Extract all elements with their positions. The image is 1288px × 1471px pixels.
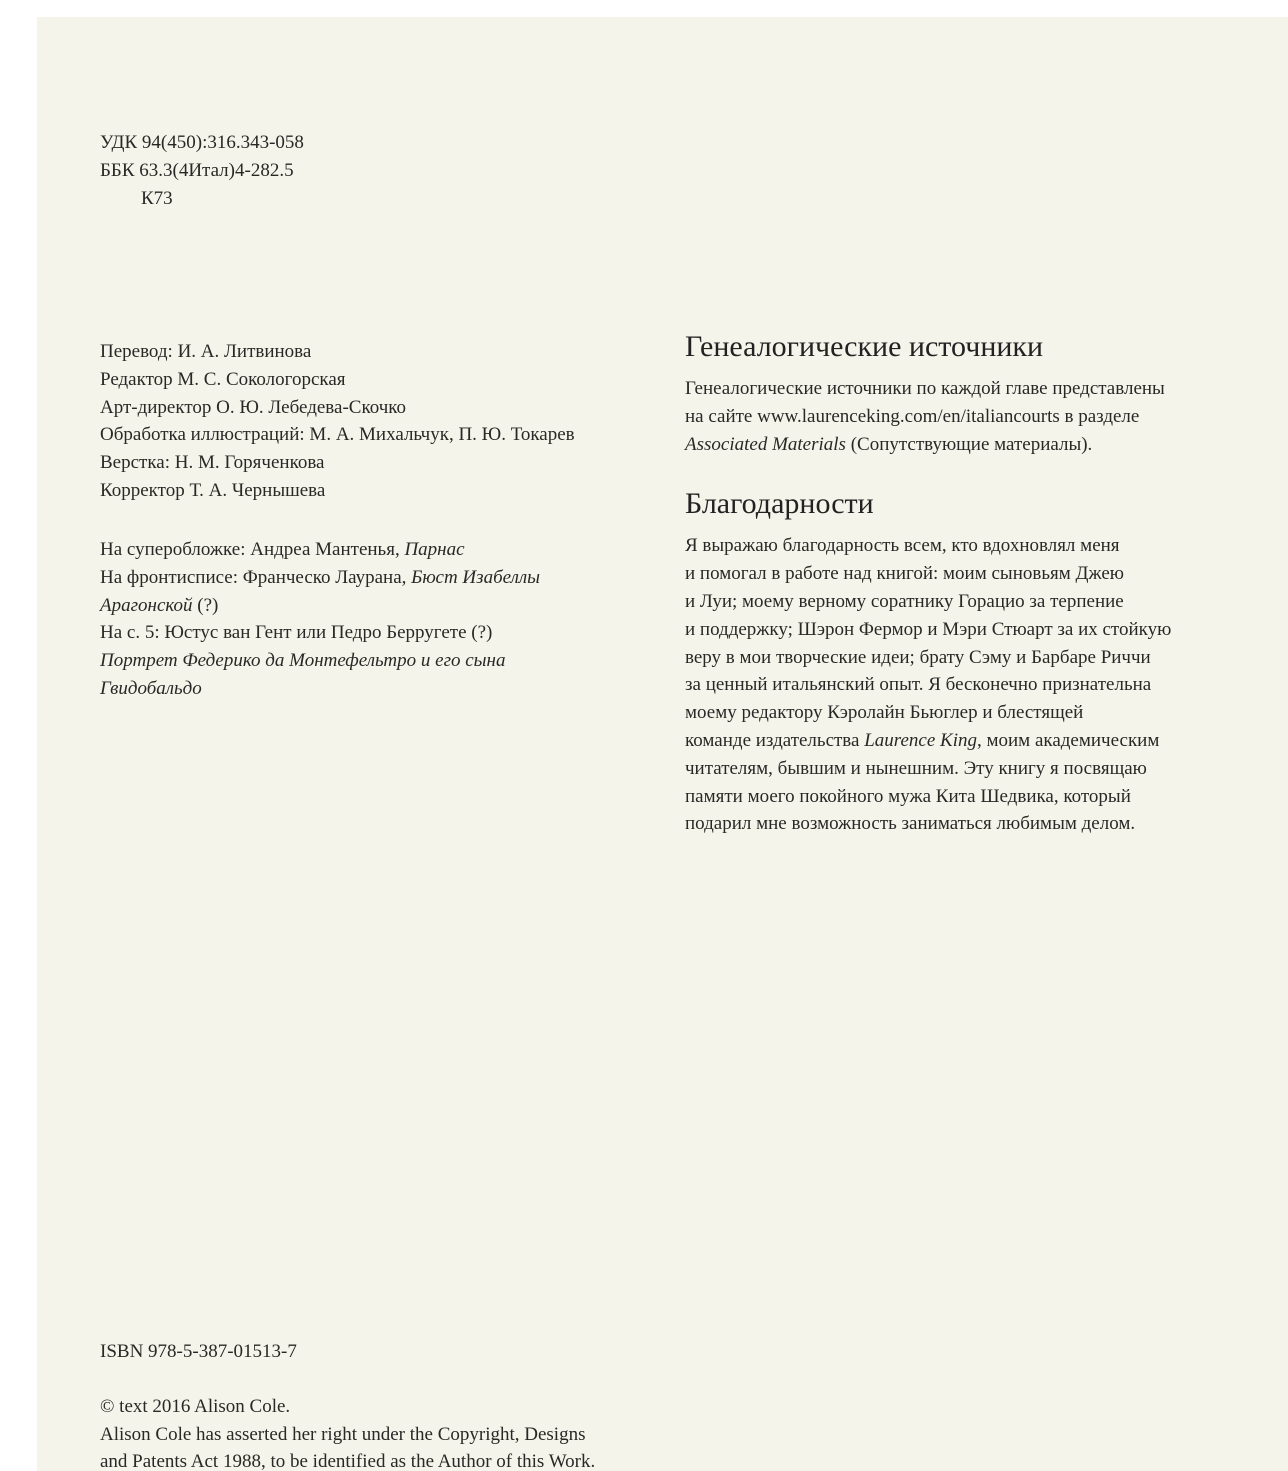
- thanks-heading: Благодарности: [685, 487, 874, 521]
- cover-note-frontispiece: [100, 564, 600, 592]
- isbn: ISBN 978-5-387-01513-7: [100, 1341, 297, 1362]
- rights-statement-cont: and Patents Act 1988, to be identified as the Author of this Work.: [100, 1451, 596, 1471]
- cover-note-page5: На с. 5: Юстус ван Гент или Педро Берругете (?): [100, 622, 493, 644]
- thanks-line: [685, 727, 1205, 755]
- artwork-title: Портрет Федерико да Монтефельтро и его сына: [100, 650, 506, 672]
- genealogy-text: (Сопутствующие материалы).: [845, 433, 1093, 455]
- credit-translator: Перевод: И. А. Литвинова: [100, 341, 312, 362]
- cover-note-dustjacket: [100, 536, 600, 564]
- author-mark: К73: [141, 187, 173, 209]
- cover-note-text: (?): [192, 594, 219, 616]
- udk-code: УДК 94(450):316.343-058: [100, 132, 304, 153]
- section-name: Associated Materials: [685, 433, 846, 455]
- thanks-line: памяти моего покойного мужа Кита Шедвика, который: [685, 785, 1131, 807]
- genealogy-line: [685, 431, 1205, 459]
- credit-editor: Редактор М. С. Сокологорская: [100, 368, 346, 390]
- cover-note-text: На фронтисписе: Франческо Лаурана,: [100, 566, 412, 588]
- credit-art-director: Арт-директор О. Ю. Лебедева-Скочко: [100, 396, 407, 418]
- cover-note-portrait: [100, 647, 600, 675]
- thanks-line: читателям, бывшим и нынешним. Эту книгу я посвящаю: [685, 757, 1147, 779]
- publisher-name: Laurence King: [864, 729, 977, 751]
- genealogy-heading: Генеалогические источники: [685, 330, 1044, 363]
- thanks-text: команде издательства: [685, 729, 865, 751]
- thanks-text: , моим академическим: [976, 729, 1160, 751]
- thanks-line: Я выражаю благодарность всем, кто вдохновлял меня: [685, 535, 1120, 557]
- thanks-line: и помогал в работе над книгой: моим сыновьям Джею: [685, 563, 1124, 585]
- thanks-line: и Луи; моему верному соратнику Горацио за терпение: [685, 590, 1124, 612]
- thanks-line: веру в мои творческие идеи; брату Сэму и Барбаре Риччи: [685, 646, 1151, 668]
- thanks-paragraph: [685, 532, 1205, 838]
- thanks-line: за ценный итальянский опыт. Я бесконечно признательна: [685, 674, 1152, 696]
- right-column: [685, 329, 1205, 866]
- artwork-title: Парнас: [404, 539, 465, 560]
- cover-note-text: На суперобложке: Андреа Мантенья,: [100, 539, 405, 560]
- thanks-line: подарил мне возможность заниматься любимым делом.: [685, 813, 1136, 835]
- classification-codes: [100, 129, 304, 212]
- genealogy-line: Генеалогические источники по каждой главе представлены: [685, 378, 1165, 399]
- artwork-title: Арагонской: [100, 594, 193, 616]
- rights-statement: Alison Cole has asserted her right under the Copyright, Designs: [100, 1423, 586, 1445]
- credit-illustrations: Обработка иллюстраций: М. А. Михальчук, П. Ю. Токарев: [100, 424, 575, 446]
- credit-layout: Верстка: Н. М. Горяченкова: [100, 452, 325, 474]
- thanks-line: и поддержку; Шэрон Фермор и Мэри Стюарт за их стойкую: [685, 618, 1172, 640]
- cover-note-portrait-cont: [100, 675, 600, 703]
- cover-notes: [100, 536, 600, 703]
- cover-note-frontispiece-cont: [100, 592, 600, 620]
- artwork-title: Бюст Изабеллы: [411, 566, 541, 588]
- page: [37, 17, 1288, 1471]
- genealogy-line: на сайте www.laurenceking.com/en/italiancourts в разделе: [685, 405, 1140, 427]
- genealogy-paragraph: [685, 375, 1205, 458]
- credits-block: [100, 338, 640, 505]
- credit-proofreader: Корректор Т. А. Чернышева: [100, 479, 326, 501]
- copyright: © text 2016 Alison Cole.: [100, 1395, 291, 1417]
- bbk-code: ББК 63.3(4Итал)4-282.5: [100, 159, 294, 181]
- imprint-block: [100, 1338, 660, 1471]
- thanks-line: моему редактору Кэролайн Бьюглер и блестящей: [685, 702, 1084, 724]
- artwork-title: Гвидобальдо: [100, 677, 202, 699]
